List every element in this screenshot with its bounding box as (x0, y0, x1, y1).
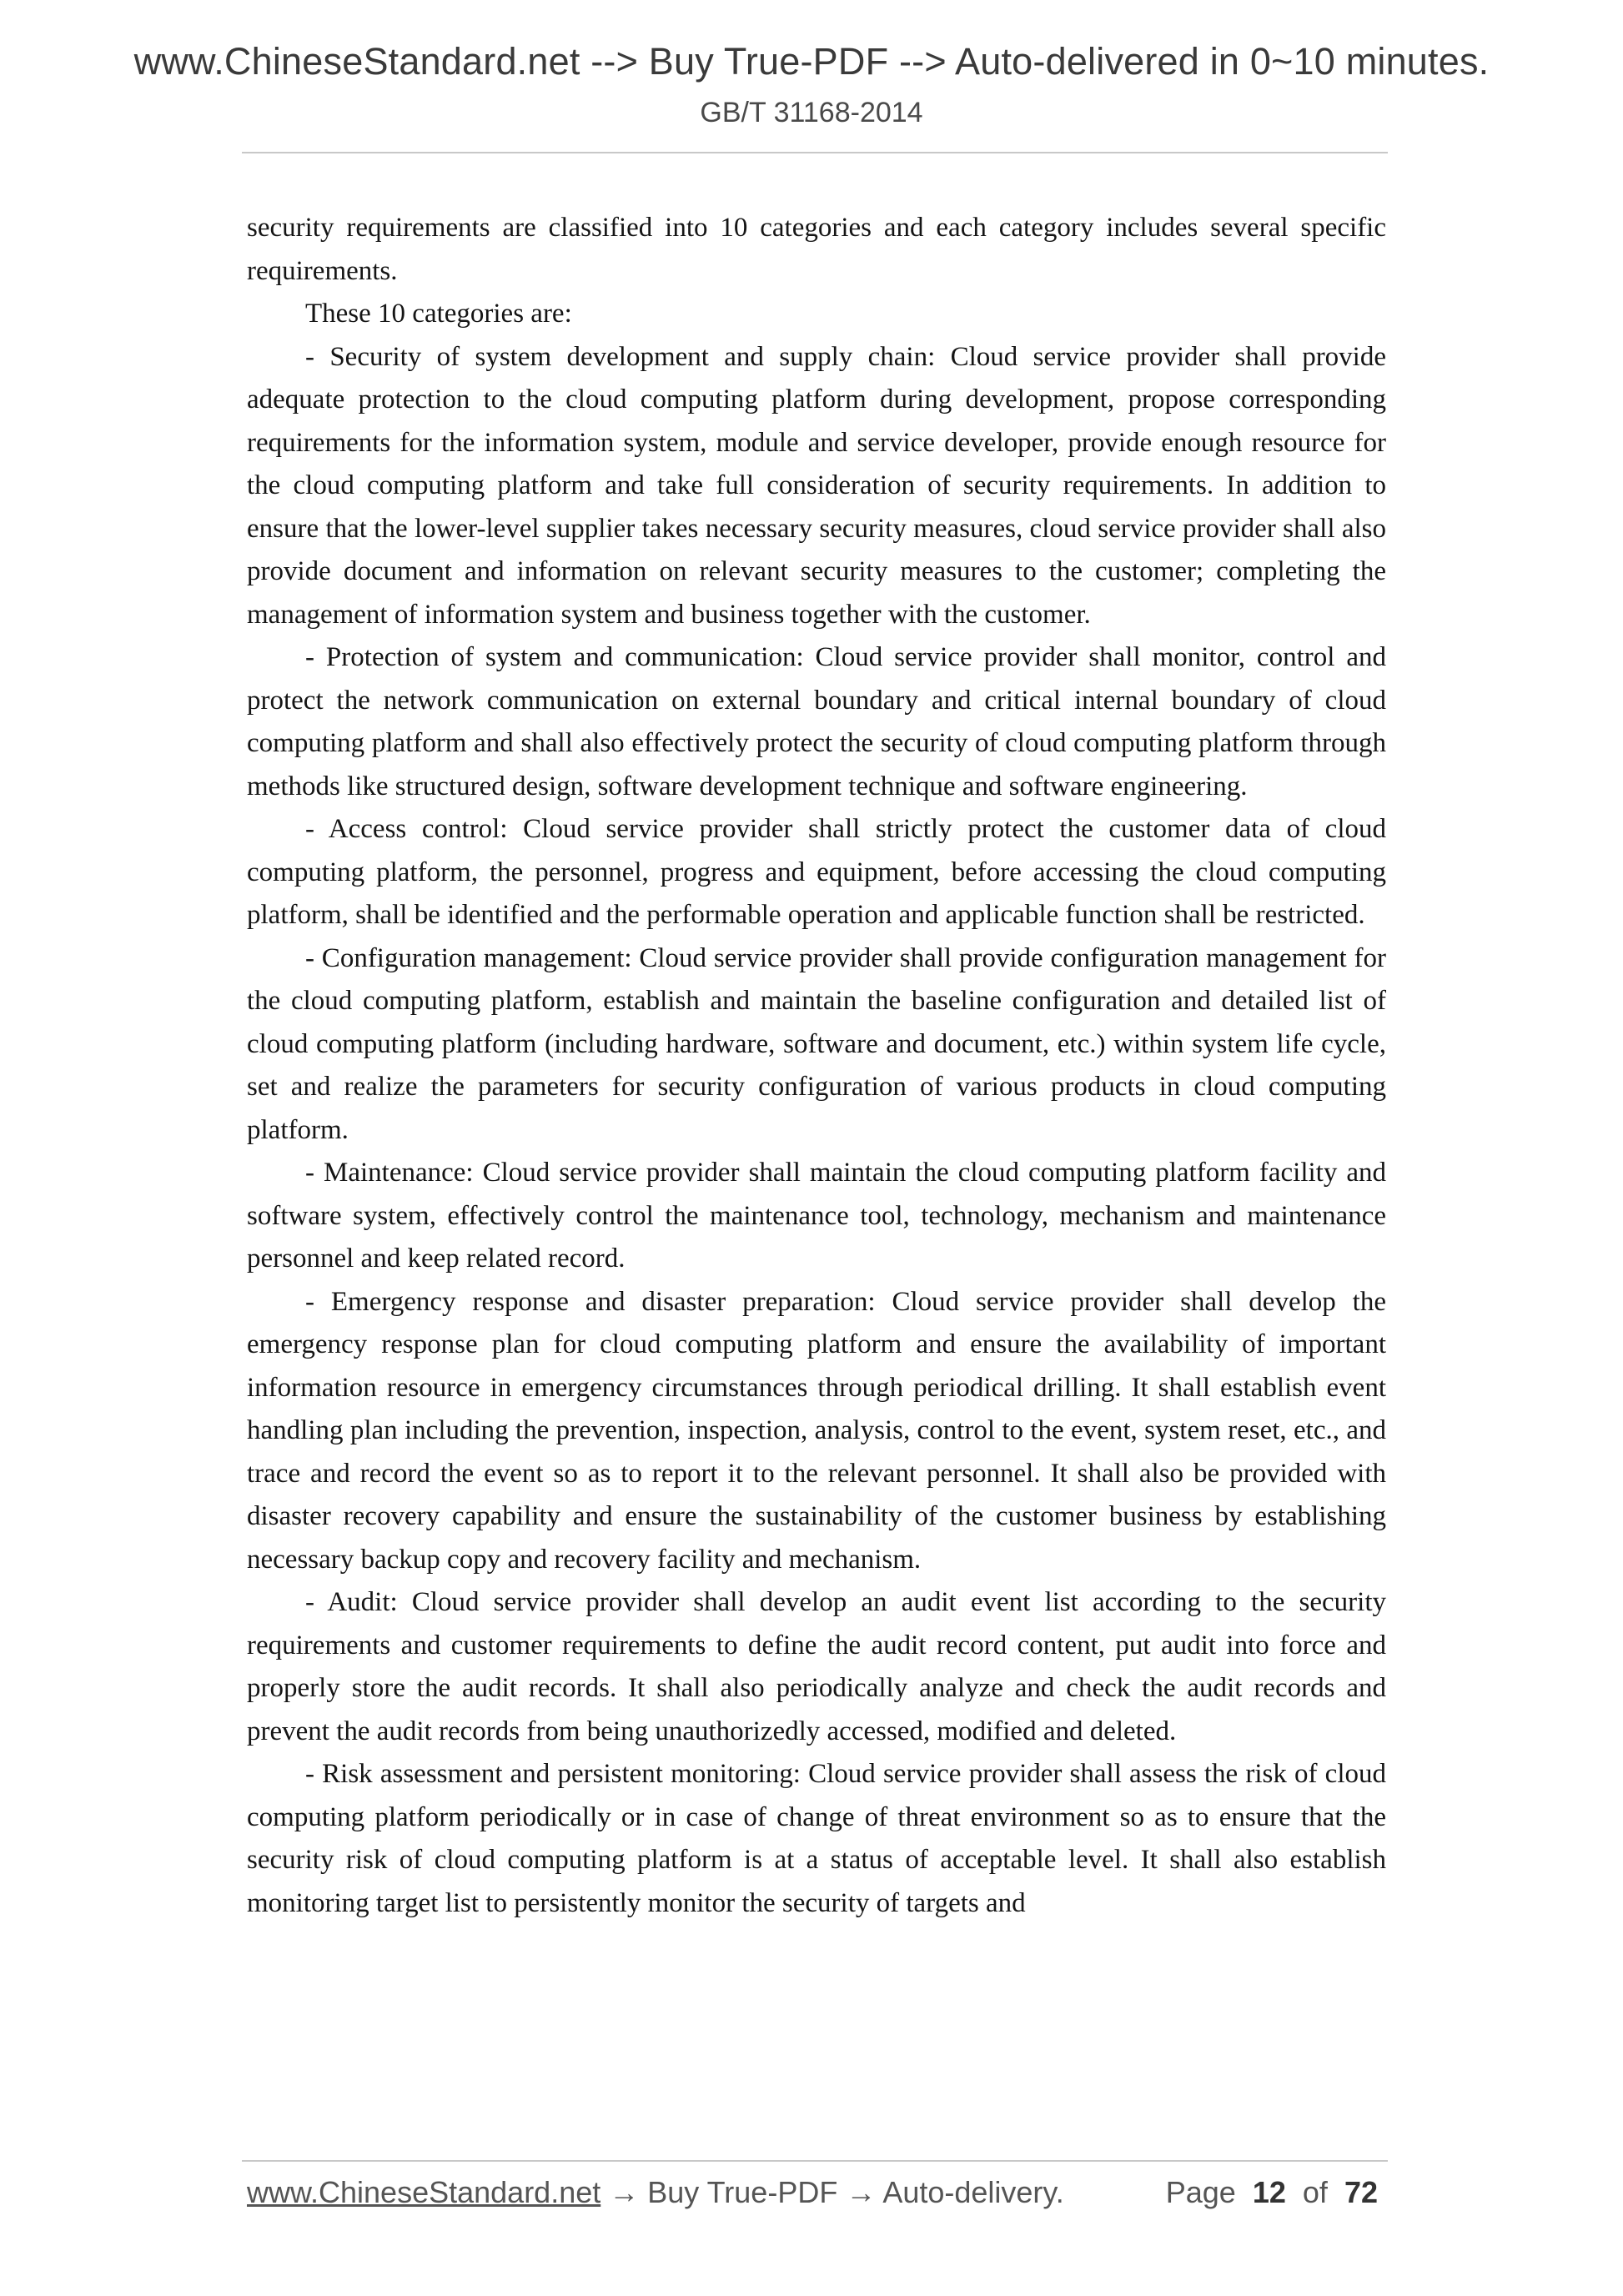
paragraph-supply-chain: - Security of system development and supply chain: Cloud service provider shall provide adequate protection to the cloud computing platform during development, propose corresponding requirements for the information system, module and service developer, provide enough resource for the cloud computing platform and take full consideration of security requirements. In addition to ensure that the lower-level supplier takes necessary security measures, cloud service provider shall also provide document and information on relevant security measures to the customer; completing the management of information system and business together with the customer. (247, 341, 1386, 630)
header-divider (242, 152, 1388, 153)
document-body (247, 207, 1386, 1925)
header-banner: www.ChineseStandard.net --> Buy True-PDF --> Auto-delivered in 0~10 minutes. (133, 40, 1490, 83)
page-footer (247, 2175, 1384, 2217)
footer-left (247, 2175, 1064, 2210)
page-number: 12 (1252, 2175, 1286, 2209)
paragraph-access-control: - Access control: Cloud service provider shall strictly protect the customer data of cloud computing platform, the personnel, progress and equipment, before accessing the cloud computing platform, shall be identified and the performable operation and applicable function shall be restricted. (247, 814, 1386, 930)
paragraph-categories-intro: These 10 categories are: (305, 299, 572, 329)
footer-tagline: → Buy True-PDF → Auto-delivery. (600, 2175, 1064, 2209)
paragraph-configuration-management: - Configuration management: Cloud service provider shall provide configuration management for the cloud computing platform, establish and maintain the baseline configuration and detailed list of cloud computing platform (including hardware, software and document, etc.) within system life cycle, set and realize the parameters for security configuration of various products in cloud computing platform. (247, 942, 1386, 1145)
paragraph-communication-protection: - Protection of system and communication: Cloud service provider shall monitor, control and protect the network communication on external boundary and critical internal boundary of cloud computing platform and shall also effectively protect the security of cloud computing platform through methods like structured design, software development technique and software engineering. (247, 642, 1386, 801)
paragraph-emergency-response: - Emergency response and disaster preparation: Cloud service provider shall develop the emergency response plan for cloud computing platform and ensure the availability of important information resource in emergency circumstances through periodical drilling. It shall establish event handling plan including the prevention, inspection, analysis, control to the event, system reset, etc., and trace and record the event so as to report it to the relevant personnel. It shall also be provided with disaster recovery capability and ensure the sustainability of the customer business by establishing necessary backup copy and recovery facility and mechanism. (247, 1286, 1386, 1575)
standard-code: GB/T 31168-2014 (700, 97, 923, 128)
page-indicator (1166, 2175, 1378, 2210)
total-pages: 72 (1344, 2175, 1378, 2209)
footer-divider (242, 2160, 1388, 2162)
paragraph-maintenance: - Maintenance: Cloud service provider shall maintain the cloud computing platform facility and software system, effectively control the maintenance tool, technology, mechanism and maintenance personnel and keep related record. (247, 1158, 1386, 1274)
paragraph-audit: - Audit: Cloud service provider shall develop an audit event list according to the security requirements and customer requirements to define the audit record content, put audit into force and properly store the audit records. It shall also periodically analyze and check the audit records and prevent the audit records from being unauthorizedly accessed, modified and deleted. (247, 1587, 1386, 1746)
paragraph-risk-assessment: - Risk assessment and persistent monitoring: Cloud service provider shall assess the risk of cloud computing platform periodically or in case of change of threat environment so as to ensure that the security risk of cloud computing platform is at a status of acceptable level. It shall also establish monitoring target list to persistently monitor the security of targets and (247, 1759, 1386, 1918)
page-label: Page (1165, 2175, 1236, 2209)
of-label: of (1302, 2175, 1328, 2209)
footer-site-link[interactable]: www.ChineseStandard.net (247, 2175, 601, 2209)
paragraph-continuation: security requirements are classified into 10 categories and each category includes several specific requirements. (247, 213, 1386, 286)
